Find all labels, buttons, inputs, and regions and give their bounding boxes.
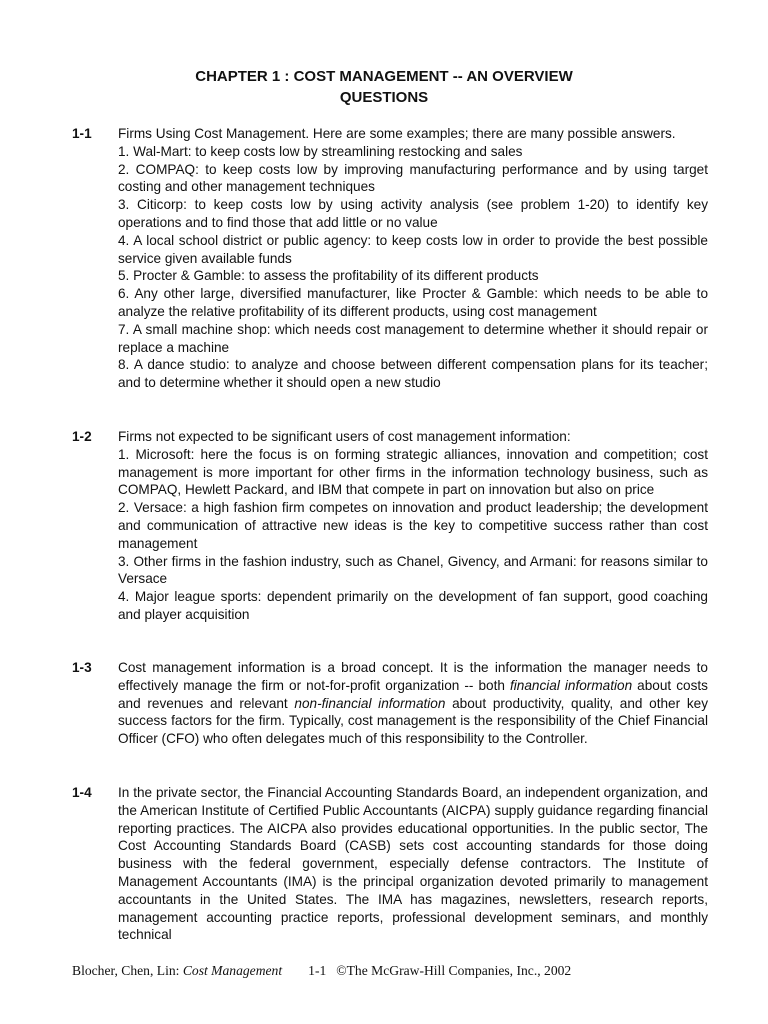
question-intro: Firms Using Cost Management. Here are some examples; there are many possible answers. — [118, 126, 676, 141]
footer-copyright: ©The McGraw-Hill Companies, Inc., 2002 — [336, 963, 572, 978]
answer-text: about costs and revenues and relevant — [118, 677, 708, 711]
section-title: QUESTIONS — [339, 89, 429, 106]
question-number: 1-2 — [72, 429, 92, 444]
question-number: 1-1 — [72, 126, 92, 141]
question-1-4 — [72, 784, 708, 944]
list-item: 2. COMPAQ: to keep costs low by improving manufacturing performance and by using target costing and other management techniques — [118, 161, 708, 195]
list-item: 3. Other firms in the fashion industry, such as Chanel, Givency, and Armani: for reasons similar to Versace — [118, 553, 708, 587]
list-item: 4. A local school district or public agency: to keep costs low in order to provide the best possible service given available funds — [118, 232, 708, 266]
answer-paragraph — [118, 659, 708, 748]
question-number: 1-4 — [72, 785, 92, 800]
question-number: 1-3 — [72, 660, 92, 675]
answer-paragraph: In the private sector, the Financial Accounting Standards Board, an independent organization, and the American Institute of Certified Public Accountants (AICPA) supply guidance regarding financial reporting practices. The AICPA also provides educational opportunities. In the public sector, The Cost Accounting Standards Board (CASB) sets cost accounting standards for those doing business with the federal government, especially defense contractors. The Institute of Management Accountants (IMA) is the principal organization devoted primarily to management accountants in the United States. The IMA has magazines, newsletters, research reports, management accounting practice reports, professional development seminars, and monthly technical — [118, 785, 708, 943]
list-item: 6. Any other large, diversified manufacturer, like Procter & Gamble: which needs to be able to analyze the relative profitability of its different products, using cost management — [118, 286, 708, 319]
question-1-3 — [72, 659, 708, 748]
question-body — [118, 428, 708, 624]
question-body — [118, 784, 708, 944]
list-item: 1. Microsoft: here the focus is on forming strategic alliances, innovation and competition; cost management is more important for other firms in the information technology business, such as COMPAQ, Hewlett Packard, and IBM that compete in part on innovation but also on price — [118, 446, 708, 498]
answer-emphasis: financial information — [509, 677, 633, 693]
footer-page-number: 1-1 — [308, 963, 327, 978]
list-item: 2. Versace: a high fashion firm competes on innovation and product leadership; the development and communication of attractive new ideas is the key to competitive success rather than cost management — [118, 500, 708, 551]
list-item: 4. Major league sports: dependent primarily on the development of fan support, good coaching and player acquisition — [118, 589, 708, 622]
footer-authors: Blocher, Chen, Lin: — [72, 963, 183, 978]
list-item: 8. A dance studio: to analyze and choose between different compensation plans for its teacher; and to determine whether it should open a new studio — [118, 357, 708, 391]
question-body — [118, 659, 708, 748]
question-intro: Firms not expected to be significant users of cost management information: — [118, 429, 571, 444]
chapter-title: CHAPTER 1 : COST MANAGEMENT -- AN OVERVIEW — [195, 68, 573, 85]
question-1-2 — [72, 428, 708, 624]
page-footer — [72, 962, 692, 980]
question-body — [118, 125, 708, 392]
answer-text: Cost management information is a broad concept. It is the information the manager needs to effectively manage the firm or not-for-profit organization -- both — [118, 660, 708, 693]
list-item: 1. Wal-Mart: to keep costs low by streamlining restocking and sales — [118, 143, 523, 159]
question-1-1 — [72, 125, 708, 392]
list-item: 7. A small machine shop: which needs cost management to determine whether it should repair or replace a machine — [118, 321, 708, 355]
list-item: 5. Procter & Gamble: to assess the profitability of its different products — [118, 268, 539, 284]
answer-text: about productivity, quality, and other key success factors for the firm. Typically, cost management is the responsibility of the Chief Financial Officer (CFO) who often delegates much of this responsibility to the Controller. — [118, 695, 708, 747]
answer-emphasis: non-financial information — [294, 695, 446, 711]
footer-book-title: Cost Management — [182, 963, 283, 978]
list-item: 3. Citicorp: to keep costs low by using activity analysis (see problem 1-20) to identify key operations and to find those that add little or no value — [118, 197, 708, 230]
